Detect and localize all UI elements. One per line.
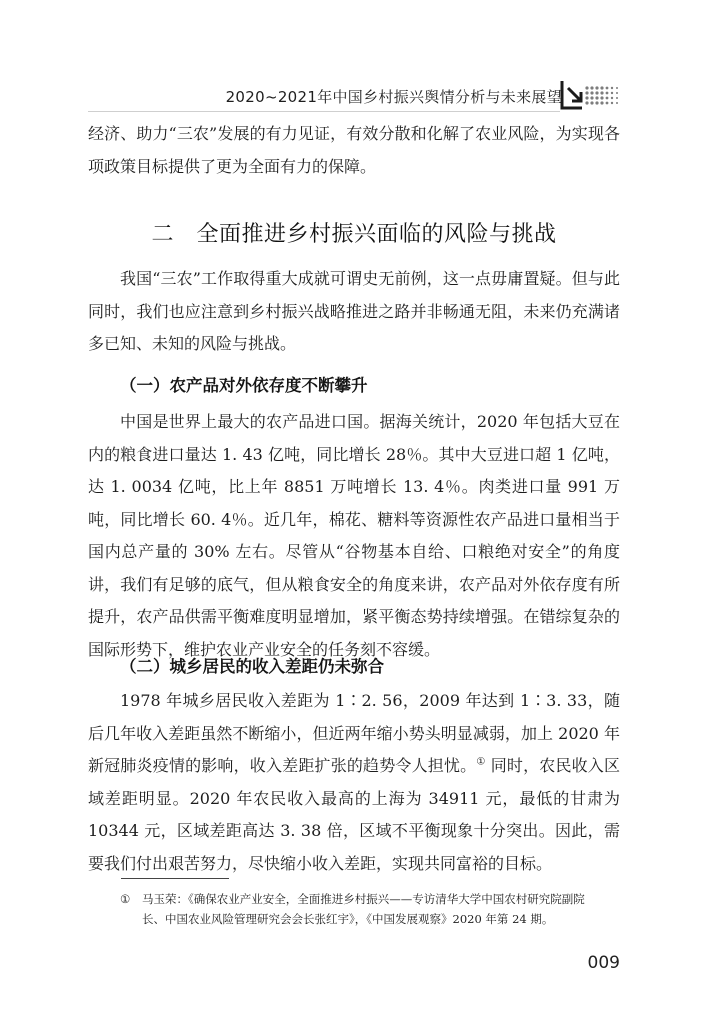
- footnote-mark: ①: [120, 892, 131, 906]
- subsection-2-text-part1: 1978 年城乡居民收入差距为 1∶2. 56，2009 年达到 1∶3. 33，随后几年收入差距虽然不断缩小，但近两年缩小势头明显减弱，加上 2020 年新冠肺炎疫情的影响，收入差距扩张的趋势令人担忧。: [88, 691, 620, 775]
- footnote: [120, 889, 620, 929]
- subsection-2-text-part2: 同时，农民收入区域差距明显。2020 年农民收入最高的上海为 34911 元，最低的甘肃为 10344 元，区域差距高达 3. 38 倍，区域不平衡现象十分突出。因此，需要我们付出艰苦努力，尽快缩小收入差距，实现共同富裕的目标。: [88, 756, 620, 873]
- subsection-2-paragraph: [88, 685, 620, 880]
- footnote-rule: [121, 878, 229, 879]
- subsection-1-paragraph: 中国是世界上最大的农产品进口国。据海关统计，2020 年包括大豆在内的粮食进口量达 1. 43 亿吨，同比增长 28％。其中大豆进口超 1 亿吨，达 1. 0034 亿吨，比上年 8851 万吨增长 13. 4％。肉类进口量 991 万吨，同比增长 60. 4％。近几年，棉花、糖料等资源性农产品进口量相当于国内总产量的 30% 左右。尽管从“谷物基本自给、口粮绝对安全”的角度讲，我们有足够的底气，但从粮食安全的角度来讲，农产品对外依存度有所提升，农产品供需平衡难度明显增加，紧平衡态势持续增强。在错综复杂的国际形势下，维护农业产业安全的任务刻不容缓。: [88, 412, 620, 659]
- intro-paragraph: 经济、助力“三农”发展的有力见证，有效分散和化解了农业风险，为实现各项政策目标提供了更为全面有力的保障。: [88, 124, 620, 176]
- footnote-reference: ①: [476, 756, 486, 768]
- footnote-line-1: 马玉荣：《确保农业产业安全，全面推进乡村振兴——专访清华大学中国农村研究院副院: [142, 892, 585, 906]
- subsection-1-title: （一）农产品对外依存度不断攀升: [120, 376, 368, 395]
- footnote-line-2: 长、中国农业风险管理研究会会长张红宇》，《中国发展观察》2020 年第 24 期。: [142, 912, 554, 926]
- subsection-2-title: （二）城乡居民的收入差距仍未弥合: [120, 657, 384, 676]
- section-title: 二 全面推进乡村振兴面临的风险与挑战: [151, 222, 557, 247]
- arrow-corner-dots-icon: [560, 78, 620, 114]
- header-rule: [88, 111, 560, 112]
- running-header: 2020~2021年中国乡村振兴舆情分析与未来展望: [225, 88, 562, 106]
- page-number: 009: [587, 953, 620, 973]
- section-paragraph: 我国“三农”工作取得重大成就可谓史无前例，这一点毋庸置疑。但与此同时，我们也应注意到乡村振兴战略推进之路并非畅通无阻，未来仍充满诸多已知、未知的风险与挑战。: [88, 269, 620, 353]
